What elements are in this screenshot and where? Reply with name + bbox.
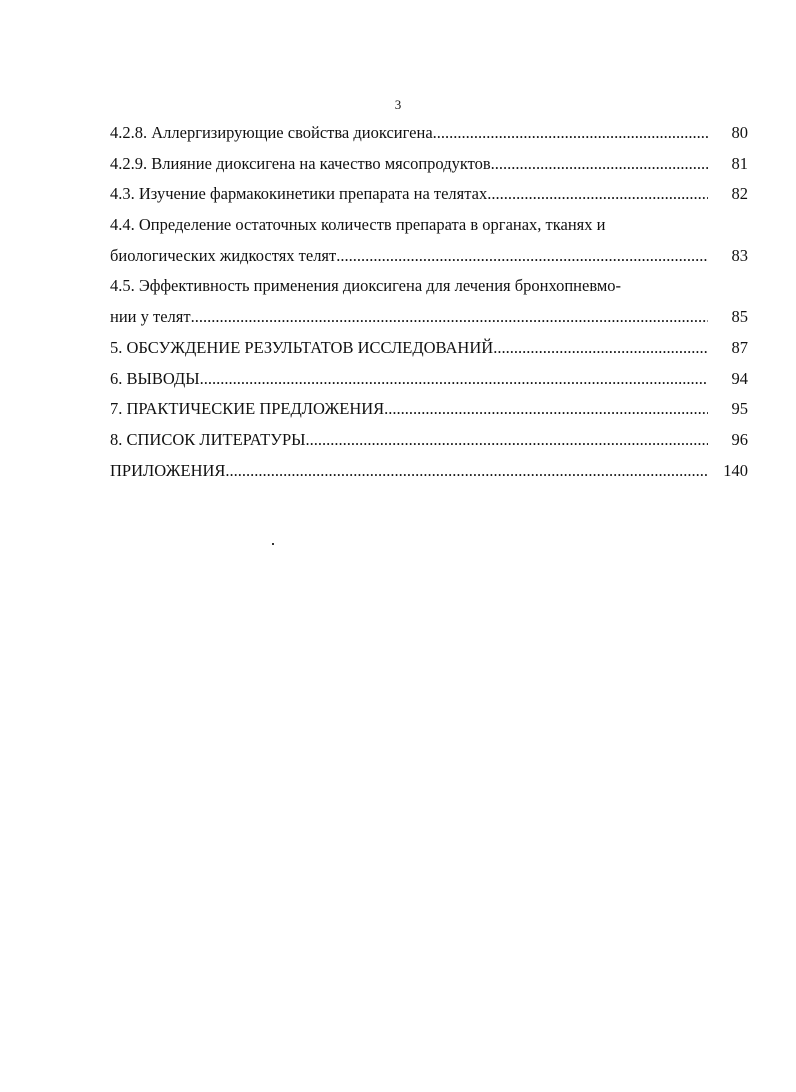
toc-entry-page: 95 bbox=[731, 399, 748, 419]
toc-entry bbox=[110, 425, 748, 456]
toc-leader-dots bbox=[384, 394, 708, 425]
toc-leader-dots bbox=[191, 302, 708, 333]
toc-leader-dots bbox=[433, 118, 708, 149]
toc-entry-continuation bbox=[110, 241, 748, 272]
toc-entry-page: 85 bbox=[731, 307, 748, 327]
toc-entry-page: 80 bbox=[731, 123, 748, 142]
toc-entry-page: 96 bbox=[731, 429, 748, 449]
toc-entry-title: 4.5. Эффективность применения диоксигена для лечения бронхопневмо- bbox=[110, 276, 622, 296]
table-of-contents bbox=[110, 118, 748, 486]
toc-entry-page: 87 bbox=[731, 337, 748, 357]
toc-entry bbox=[110, 394, 748, 425]
toc-entry-title: 8. СПИСОК ЛИТЕРАТУРЫ bbox=[110, 429, 306, 449]
toc-leader-dots bbox=[336, 241, 708, 272]
toc-entry-title: 4.4. Определение остаточных количеств препарата в органах, тканях и bbox=[110, 215, 606, 235]
toc-entry bbox=[110, 118, 748, 149]
toc-leader-dots bbox=[487, 179, 708, 210]
toc-entry-continuation bbox=[110, 302, 748, 333]
toc-entry bbox=[110, 456, 748, 487]
toc-entry-page: 83 bbox=[731, 245, 748, 265]
toc-entry-title: 7. ПРАКТИЧЕСКИЕ ПРЕДЛОЖЕНИЯ bbox=[110, 399, 385, 419]
toc-entry-title: 4.2.9. Влияние диоксигена на качество мясопродуктов bbox=[110, 153, 491, 173]
toc-leader-dots bbox=[200, 364, 708, 395]
toc-entry bbox=[110, 149, 748, 180]
toc-leader-dots bbox=[225, 456, 708, 487]
toc-entry-title: биологических жидкостях телят bbox=[110, 245, 337, 265]
toc-entry-title: 4.3. Изучение фармакокинетики препарата на телятах bbox=[110, 184, 488, 204]
toc-entry bbox=[110, 179, 748, 210]
toc-entry-page: 82 bbox=[731, 184, 748, 204]
toc-entry-page: 94 bbox=[731, 368, 748, 388]
toc-entry-title: нии у телят bbox=[110, 307, 191, 327]
toc-entry-first-line bbox=[110, 210, 748, 241]
toc-entry bbox=[110, 364, 748, 395]
toc-entry-page: 81 bbox=[731, 153, 748, 173]
toc-entry-title: ПРИЛОЖЕНИЯ bbox=[110, 460, 226, 480]
toc-entry-title: 6. ВЫВОДЫ bbox=[110, 368, 200, 388]
toc-leader-dots bbox=[493, 333, 708, 364]
toc-leader-dots bbox=[491, 149, 708, 180]
toc-entry-title: 4.2.8. Аллергизирующие свойства диоксигена bbox=[110, 123, 433, 142]
scan-speck bbox=[272, 543, 274, 545]
toc-entry-title: 5. ОБСУЖДЕНИЕ РЕЗУЛЬТАТОВ ИССЛЕДОВАНИЙ bbox=[110, 337, 494, 357]
page-number: 3 bbox=[394, 97, 402, 112]
toc-entry bbox=[110, 333, 748, 364]
toc-entry-page: 140 bbox=[723, 460, 748, 480]
toc-entry-first-line bbox=[110, 271, 748, 302]
toc-leader-dots bbox=[306, 425, 708, 456]
